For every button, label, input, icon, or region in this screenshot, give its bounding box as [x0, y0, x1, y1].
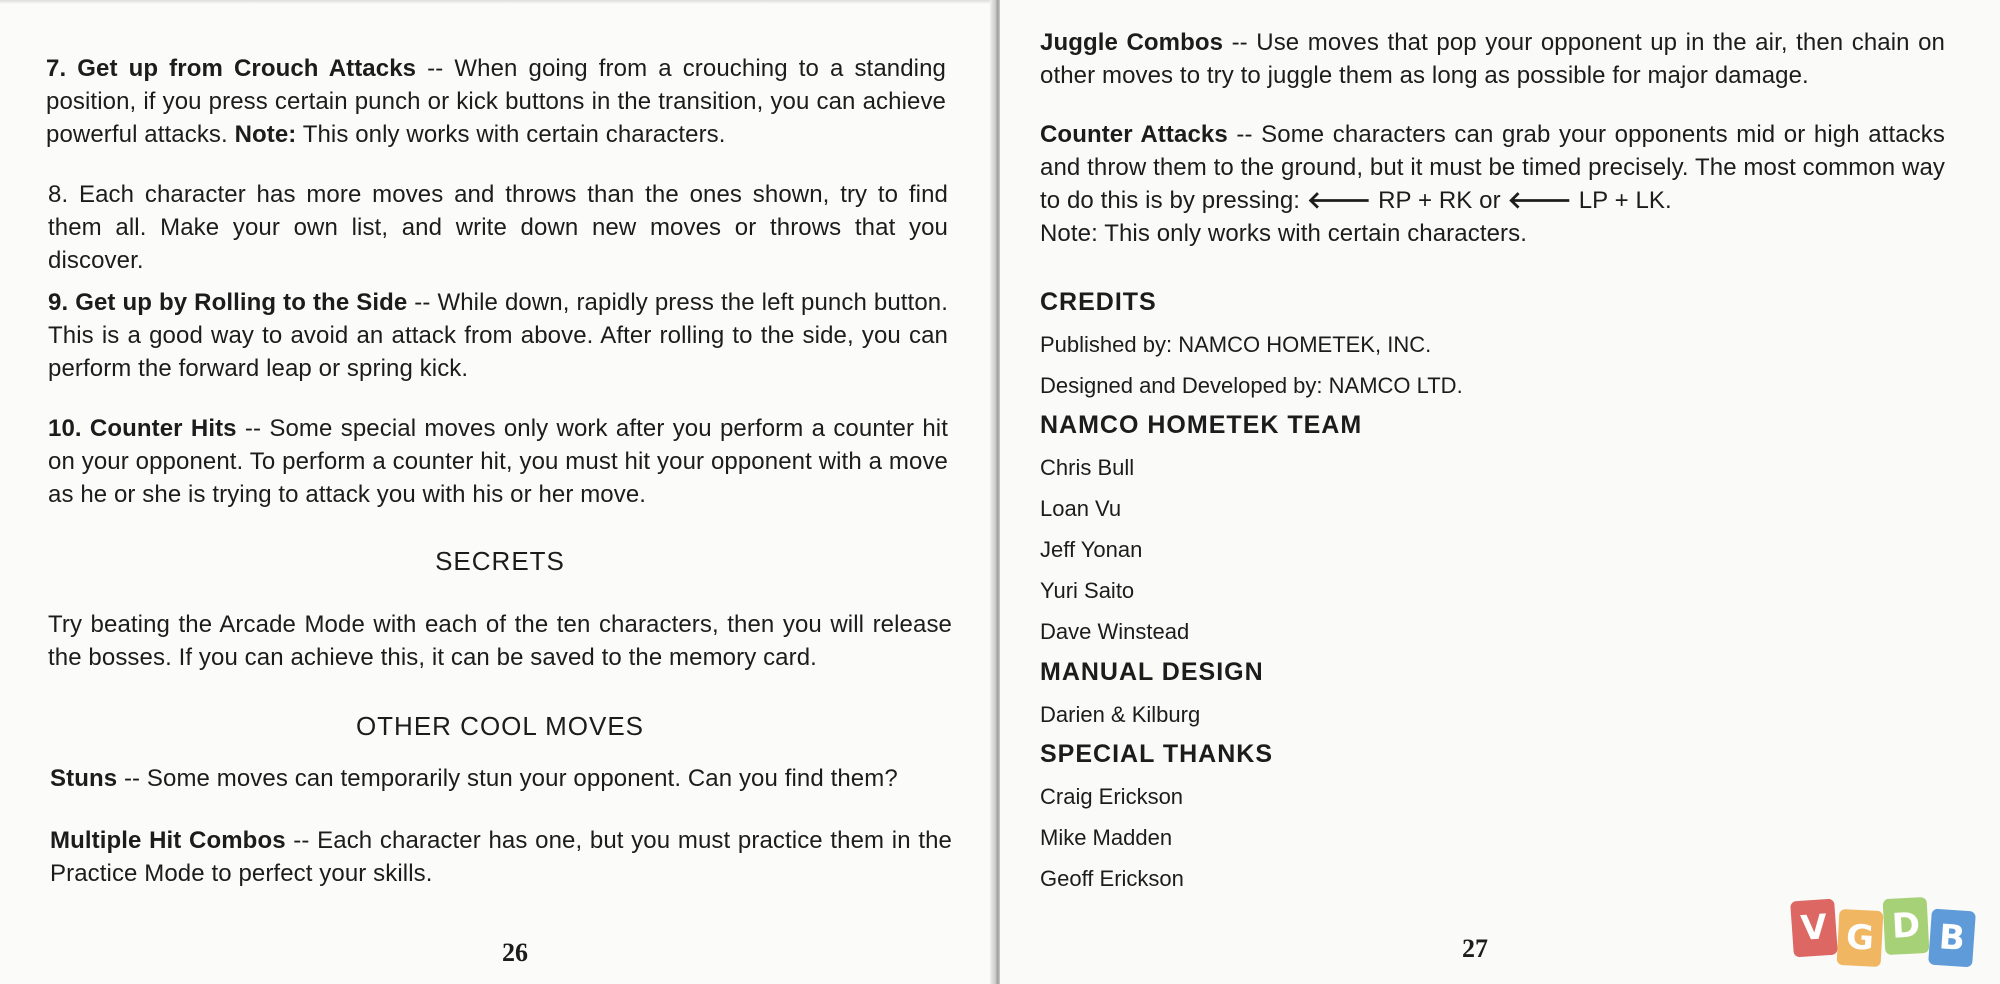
item-juggle-combos	[1040, 26, 1945, 92]
logo-letter-d: D	[1883, 897, 1930, 955]
logo-letter-g: G	[1837, 909, 1884, 967]
manual-design-heading: MANUAL DESIGN	[1040, 658, 1264, 686]
item-title: 9. Get up by Rolling to the Side	[48, 289, 408, 316]
item-title: Multiple Hit Combos	[50, 827, 286, 854]
secrets-body	[48, 608, 952, 674]
credits-heading: CREDITS	[1040, 288, 1157, 316]
item-body: -- Some characters can grab your opponents mid or high attacks and throw them to the ground, but it must be timed precisely. The most common way to do this is by pressing:	[1040, 121, 1945, 214]
left-arrow-icon: 🡐	[1306, 187, 1372, 214]
page-number: 26	[502, 938, 528, 967]
item-body: -- Some moves can temporarily stun your opponent. Can you find them?	[117, 765, 898, 792]
credit-developer: Designed and Developed by: NAMCO LTD.	[1040, 373, 1463, 398]
item-body: -- While down, rapidly press the left punch button. This is a good way to avoid an attack from above. After rolling to the side, you can perform the forward leap or spring kick.	[48, 289, 948, 382]
left-page	[0, 0, 994, 984]
item-body: -- Some special moves only work after you perform a counter hit on your opponent. To perform a counter hit, you must hit your opponent with a move as he or she is trying to attack you with his or her move.	[48, 415, 948, 508]
item-body: 8. Each character has more moves and throws than the ones shown, try to find them all. Make your own list, and write down new moves or throws that you discover.	[48, 181, 948, 274]
page-top-edge	[0, 0, 990, 4]
item-multi-hit	[50, 824, 952, 890]
right-page	[1000, 0, 2000, 984]
thanks-name: Craig Erickson	[1040, 784, 1184, 809]
item-title: 7. Get up from Crouch Attacks	[46, 55, 417, 82]
team-heading: NAMCO HOMETEK TEAM	[1040, 411, 1363, 439]
item-counter-hits	[48, 412, 948, 511]
credit-publisher: Published by: NAMCO HOMETEK, INC.	[1040, 332, 1432, 357]
logo-letter-b: B	[1928, 909, 1976, 968]
cool-moves-heading: OTHER COOL MOVES	[355, 711, 645, 741]
item-body: This only works with certain characters.	[296, 121, 726, 148]
item-title: Juggle Combos	[1040, 29, 1224, 56]
team-member: Yuri Saito	[1040, 578, 1135, 603]
note-text: Note: This only works with certain characters.	[1040, 220, 1528, 247]
team-member: Dave Winstead	[1040, 619, 1190, 644]
item-title: Stuns	[50, 765, 118, 792]
vgdb-logo	[1792, 896, 1992, 968]
button-combo: LP + LK.	[1571, 187, 1672, 214]
logo-letter-v: V	[1790, 899, 1838, 958]
item-rolling	[48, 286, 948, 385]
item-stuns	[50, 762, 952, 795]
special-thanks-heading: SPECIAL THANKS	[1040, 740, 1274, 768]
item-crouch-attacks	[46, 52, 946, 151]
thanks-name: Mike Madden	[1040, 825, 1173, 850]
manual-designer: Darien & Kilburg	[1040, 702, 1201, 727]
item-title: 10. Counter Hits	[48, 415, 237, 442]
item-body: -- Each character has one, but you must practice them in the Practice Mode to perfect your skills.	[50, 827, 952, 887]
left-arrow-icon: 🡐	[1507, 187, 1572, 214]
item-title: Counter Attacks	[1040, 121, 1228, 148]
team-member: Loan Vu	[1040, 496, 1122, 521]
item-body: -- Use moves that pop your opponent up in the air, then chain on other moves to try to juggle them as long as possible for major damage.	[1040, 29, 1946, 89]
thanks-name: Geoff Erickson	[1040, 866, 1184, 891]
item-body: -- When going from a crouching to a standing position, if you press certain punch or kick buttons in the transition, you can achieve powerful attacks.	[46, 55, 946, 148]
secrets-heading: SECRETS	[435, 546, 565, 576]
note-label: Note:	[234, 121, 297, 148]
item-counter-attacks	[1040, 118, 1945, 250]
item-more-moves	[48, 178, 948, 277]
team-member: Chris Bull	[1040, 455, 1135, 480]
team-member: Jeff Yonan	[1040, 537, 1143, 562]
button-combo: RP + RK or	[1371, 187, 1508, 214]
item-body: Try beating the Arcade Mode with each of the ten characters, then you will release the bosses. If you can achieve this, it can be saved to the memory card.	[48, 611, 952, 671]
page-number: 27	[1462, 934, 1488, 963]
